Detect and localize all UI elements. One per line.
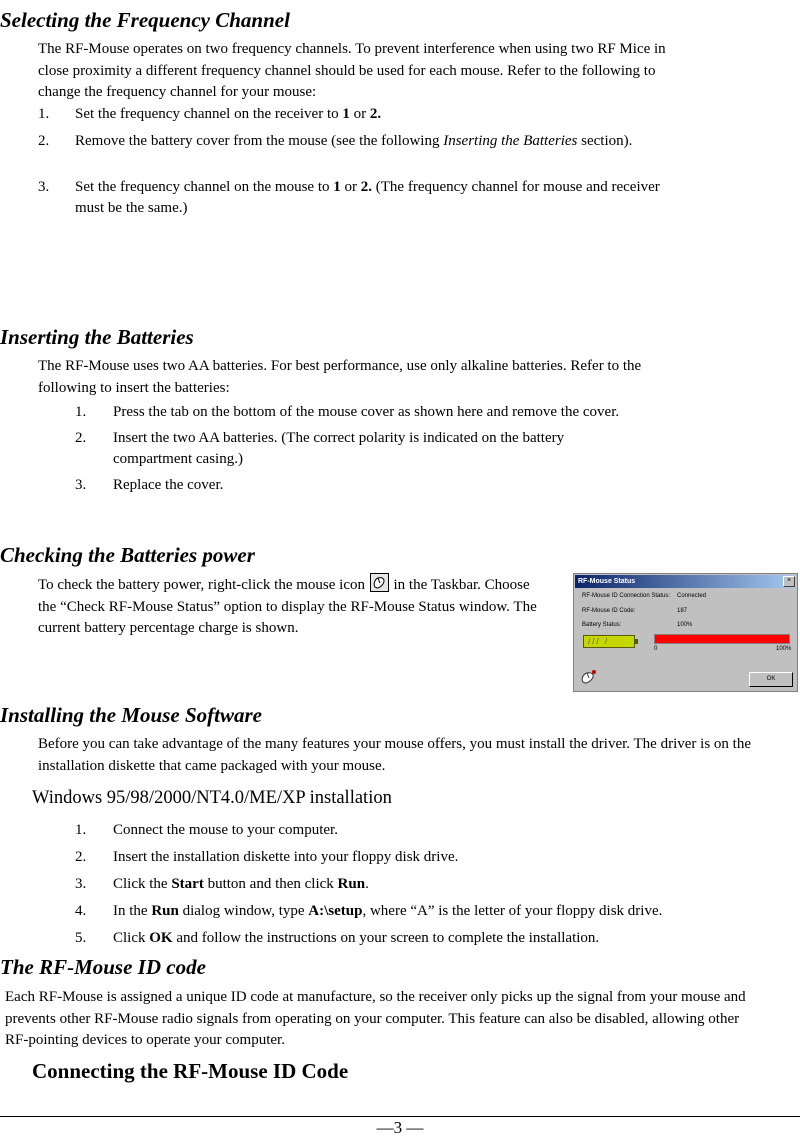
step-number: 1. [75, 822, 87, 838]
section-title-id-code: The RF-Mouse ID code [0, 955, 206, 979]
software-intro-paragraph: Before you can take advantage of the many features your mouse offers, you must install the driver. The driver is on the installation diskette that came packaged with your mouse. [38, 736, 751, 774]
step-number: 2. [75, 849, 87, 865]
frequency-step-3 [38, 177, 688, 221]
frequency-step-2 [38, 131, 688, 175]
step-text: Click OK and follow the instructions on your screen to complete the installation. [113, 930, 600, 946]
step-text: Click the Start button and then click Run. [113, 876, 369, 892]
step-text: Insert the installation diskette into your floppy disk drive. [113, 849, 459, 865]
battery-icon: /// / [583, 635, 635, 648]
install-step-5 [75, 928, 775, 950]
status-value-battery: 100% [677, 622, 693, 628]
step-number: 3. [38, 179, 50, 195]
step-text: Remove the battery cover from the mouse (see the following Inserting the Batteries section). [75, 133, 633, 149]
status-window-title: RF-Mouse Status [575, 575, 796, 588]
step-text: In the Run dialog window, type A:\setup, where “A” is the letter of your floppy disk drive. [113, 903, 663, 919]
frequency-step-1 [38, 104, 688, 126]
section-title-inserting-batteries: Inserting the Batteries [0, 325, 194, 349]
install-step-3 [75, 874, 775, 896]
battery-level-bar [654, 634, 790, 644]
ok-button[interactable]: OK [749, 672, 793, 687]
rf-mouse-status-window [573, 573, 798, 692]
step-text: Press the tab on the bottom of the mouse cover as shown here and remove the cover. [113, 404, 620, 420]
section-title-frequency-channel: Selecting the Frequency Channel [0, 8, 290, 32]
frequency-intro-paragraph: The RF-Mouse operates on two frequency channels. To prevent interference when using two RF Mice in close proximity a different frequency channel should be used for each mouse. Refer to the following to change the frequency channel for your mouse: [38, 41, 666, 100]
install-step-2 [75, 847, 775, 869]
status-label-battery: Battery Status: [582, 622, 622, 628]
step-text: Connect the mouse to your computer. [113, 822, 338, 838]
status-value-id-code: 187 [677, 608, 688, 614]
step-text: Set the frequency channel on the mouse to 1 or 2. (The frequency channel for mouse and receiver must be the same.) [75, 179, 660, 216]
step-number: 4. [75, 903, 87, 919]
status-value-connection: Connected [677, 593, 707, 599]
step-number: 2. [75, 430, 87, 446]
scale-min-label: 0 [654, 646, 658, 652]
step-number: 3. [75, 477, 87, 493]
step-text: Replace the cover. [113, 477, 224, 493]
step-text: Insert the two AA batteries. (The correct polarity is indicated on the battery compartment casing.) [113, 430, 565, 467]
step-number: 3. [75, 876, 87, 892]
battery-power-paragraph: To check the battery power, right-click the mouse icon in the Taskbar. Choose the “Check RF-Mouse Status” option to display the RF-Mouse Status window. The current battery percentage charge is shown. [38, 573, 548, 640]
mouse-icon [580, 669, 598, 690]
install-step-1 [75, 820, 775, 842]
close-icon[interactable]: × [783, 576, 795, 587]
step-number: 2. [38, 133, 50, 149]
id-code-paragraph: Each RF-Mouse is assigned a unique ID code at manufacture, so the receiver only picks up the signal from your mouse and prevents other RF-Mouse radio signals from operating on your computer. This feature can also be disabled, allowing other RF-pointing devices to operate your computer. [5, 989, 746, 1048]
batteries-step-2 [75, 428, 715, 472]
step-text: Set the frequency channel on the receiver to 1 or 2. [75, 106, 382, 122]
scale-max-label: 100% [776, 646, 792, 652]
connecting-id-code-subtitle: Connecting the RF-Mouse ID Code [32, 1059, 349, 1083]
mouse-icon [370, 573, 389, 592]
step-number: 1. [38, 106, 50, 122]
batteries-intro-paragraph: The RF-Mouse uses two AA batteries. For best performance, use only alkaline batteries. Refer to the following to insert the batteries: [38, 358, 642, 396]
step-number: 1. [75, 404, 87, 420]
status-label-id-code: RF-Mouse ID Code: [582, 608, 636, 614]
section-title-battery-power: Checking the Batteries power [0, 543, 255, 567]
section-title-installing-software: Installing the Mouse Software [0, 703, 262, 727]
batteries-step-3 [75, 475, 715, 497]
windows-installation-subtitle: Windows 95/98/2000/NT4.0/ME/XP installation [32, 788, 392, 808]
status-label-connection: RF-Mouse ID Connection Status: [582, 593, 671, 599]
page-number: —3 — [376, 1118, 424, 1137]
step-number: 5. [75, 930, 87, 946]
batteries-step-1 [75, 402, 715, 424]
install-step-4 [75, 901, 775, 923]
